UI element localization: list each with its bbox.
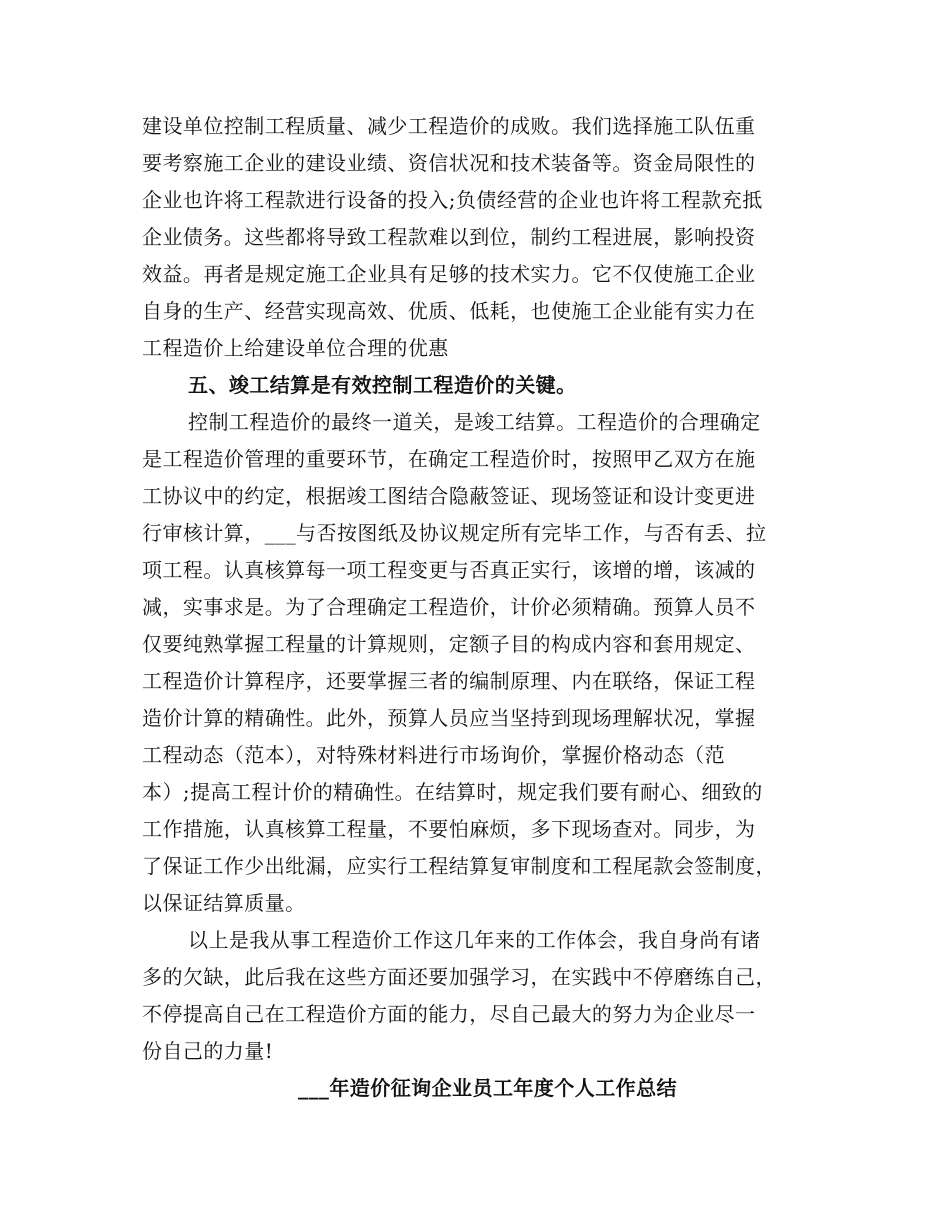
paragraph-line: 工作措施，认真核算工程量，不要怕麻烦，多下现场查对。同步，为 xyxy=(142,817,756,841)
section-four-continuation xyxy=(142,108,810,367)
paragraph-line: 多的欠缺，此后我在这些方面还要加强学习，在实践中不停磨练自己， xyxy=(142,965,776,989)
paragraph-line: 是工程造价管理的重要环节，在确定工程造价时，按照甲乙双方在施 xyxy=(142,447,756,471)
conclusion-paragraph xyxy=(142,922,810,1070)
section-five-paragraph xyxy=(142,404,810,922)
paragraph-line: 了保证工作少出纰漏，应实行工程结算复审制度和工程尾款会签制度， xyxy=(142,854,776,878)
paragraph-line: 项工程。认真核算每一项工程变更与否真正实行，该增的增，该减的 xyxy=(142,558,756,582)
document-body xyxy=(142,108,810,1107)
paragraph-line: 仅要纯熟掌握工程量的计算规则，定额子目的构成内容和套用规定、 xyxy=(142,632,756,656)
paragraph-line: 造价计算的精确性。此外，预算人员应当坚持到现场理解状况，掌握 xyxy=(142,706,756,730)
next-document-title: ___年造价征询企业员工年度个人工作总结 xyxy=(298,1076,677,1100)
paragraph-line: 以上是我从事工程造价工作这几年来的工作体会，我自身尚有诸 xyxy=(188,928,761,952)
paragraph-line: 以保证结算质量。 xyxy=(142,891,306,915)
paragraph-line: 本）;提高工程计价的精确性。在结算时，规定我们要有耐心、细致的 xyxy=(142,780,763,804)
paragraph-line: 工协议中的约定，根据竣工图结合隐蔽签证、现场签证和设计变更进 xyxy=(142,484,756,508)
paragraph-line: 份自己的力量! xyxy=(142,1039,274,1063)
paragraph-line: 工程造价计算程序，还要掌握三者的编制原理、内在联络，保证工程 xyxy=(142,669,756,693)
paragraph-line: 工程造价上给建设单位合理的优惠 xyxy=(142,336,449,360)
paragraph-line: 要考察施工企业的建设业绩、资信状况和技术装备等。资金局限性的 xyxy=(142,151,756,175)
paragraph-line: 效益。再者是规定施工企业具有足够的技术实力。它不仅使施工企业 xyxy=(142,262,756,286)
paragraph-line: 企业债务。这些都将导致工程款难以到位，制约工程进展，影响投资 xyxy=(142,225,756,249)
paragraph-line: 控制工程造价的最终一道关，是竣工结算。工程造价的合理确定 xyxy=(188,410,761,434)
paragraph-line: 工程动态（范本），对特殊材料进行市场询价，掌握价格动态（范 xyxy=(142,743,726,767)
paragraph-line: 企业也许将工程款进行设备的投入;负债经营的企业也许将工程款充抵 xyxy=(142,188,763,212)
paragraph-line: 不停提高自己在工程造价方面的能力，尽自己最大的努力为企业尽一 xyxy=(142,1002,756,1026)
section-five-heading: 五、竣工结算是有效控制工程造价的关键。 xyxy=(188,373,577,397)
paragraph-line: 行审核计算，___与否按图纸及协议规定所有完毕工作，与否有丢、拉 xyxy=(142,521,767,545)
paragraph-line: 建设单位控制工程质量、减少工程造价的成败。我们选择施工队伍重 xyxy=(142,114,756,138)
paragraph-line: 减，实事求是。为了合理确定工程造价，计价必须精确。预算人员不 xyxy=(142,595,756,619)
paragraph-line: 自身的生产、经营实现高效、优质、低耗，也使施工企业能有实力在 xyxy=(142,299,756,323)
